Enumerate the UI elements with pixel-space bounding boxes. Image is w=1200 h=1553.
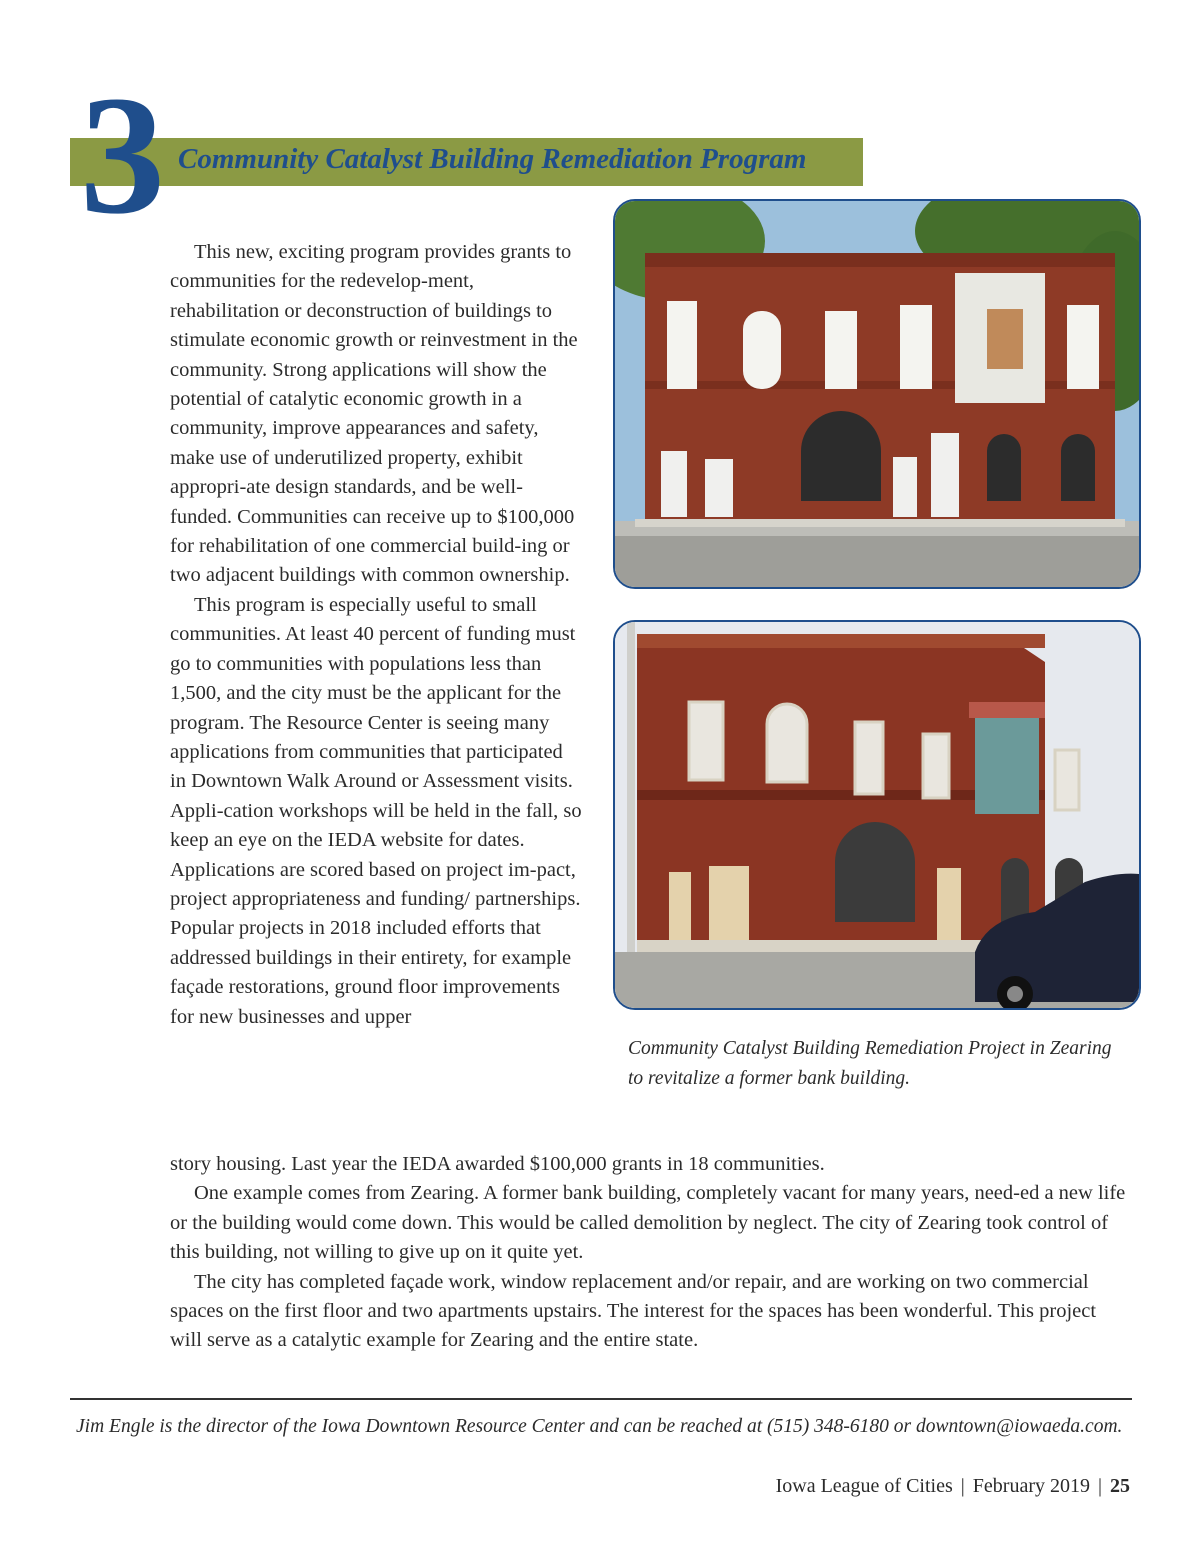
- paragraph: Popular projects in 2018 included efforts that addressed buildings in their entirety, for example façade restorations, ground floor improvements for new businesses and upper: [170, 917, 572, 1028]
- footer-publication: Iowa League of Cities: [775, 1475, 953, 1497]
- text-column: [170, 238, 582, 1032]
- page-footer: Iowa League of Cities | February 2019 | 25: [775, 1475, 1130, 1497]
- full-width-text: [170, 1150, 1130, 1356]
- section-number: 3: [80, 61, 165, 249]
- divider: [70, 1398, 1132, 1400]
- paragraph: The city has completed façade work, window replacement and/or repair, and are working on two commercial spaces on the first floor and two apartments upstairs. The interest for the spaces has been wonderful. This project will serve as a catalytic example for Zearing and the entire state.: [170, 1270, 1097, 1352]
- photo-after: [613, 620, 1141, 1010]
- page-number: 25: [1110, 1475, 1130, 1497]
- footer-date: February 2019: [972, 1475, 1090, 1497]
- section-title: Community Catalyst Building Remediation Program: [178, 143, 807, 175]
- paragraph: One example comes from Zearing. A former bank building, completely vacant for many years, need-ed a new life or the building would come down. This would be called demolition by neglect. The city of Zearing took control of this building, not willing to give up on it quite yet.: [170, 1182, 1126, 1264]
- photo-caption: Community Catalyst Building Remediation Project in Zearing to revitalize a former bank building.: [628, 1038, 1112, 1089]
- author-bio: Jim Engle is the director of the Iowa Downtown Resource Center and can be reached at (515) 348-6180 or downtown@iowaeda.com.: [76, 1416, 1123, 1437]
- photo-before: [613, 199, 1141, 589]
- paragraph: story housing. Last year the IEDA awarded $100,000 grants in 18 communities.: [170, 1153, 825, 1175]
- paragraph: This new, exciting program provides grants to communities for the redevelop-ment, rehabilitation or deconstruction of buildings to stimulate economic growth or reinvestment in the community. Strong applications will show the potential of catalytic economic growth in a community, improve appearances and safety, make use of underutilized property, exhibit appropri-ate design standards, and be well-funded. Communities can receive up to $100,000 for rehabilitation of one commercial build-ing or two adjacent buildings with common ownership.: [170, 241, 578, 587]
- paragraph: This program is especially useful to small communities. At least 40 percent of funding must go to communities with populations less than 1,500, and the city must be the applicant for the program. The Resource Center is seeing many applications from communities that participated in Downtown Walk Around or Assessment visits. Appli-cation workshops will be held in the fall, so keep an eye on the IEDA website for dates. Applications are scored based on project im-pact, project appropriateness and funding/ partnerships.: [170, 593, 582, 910]
